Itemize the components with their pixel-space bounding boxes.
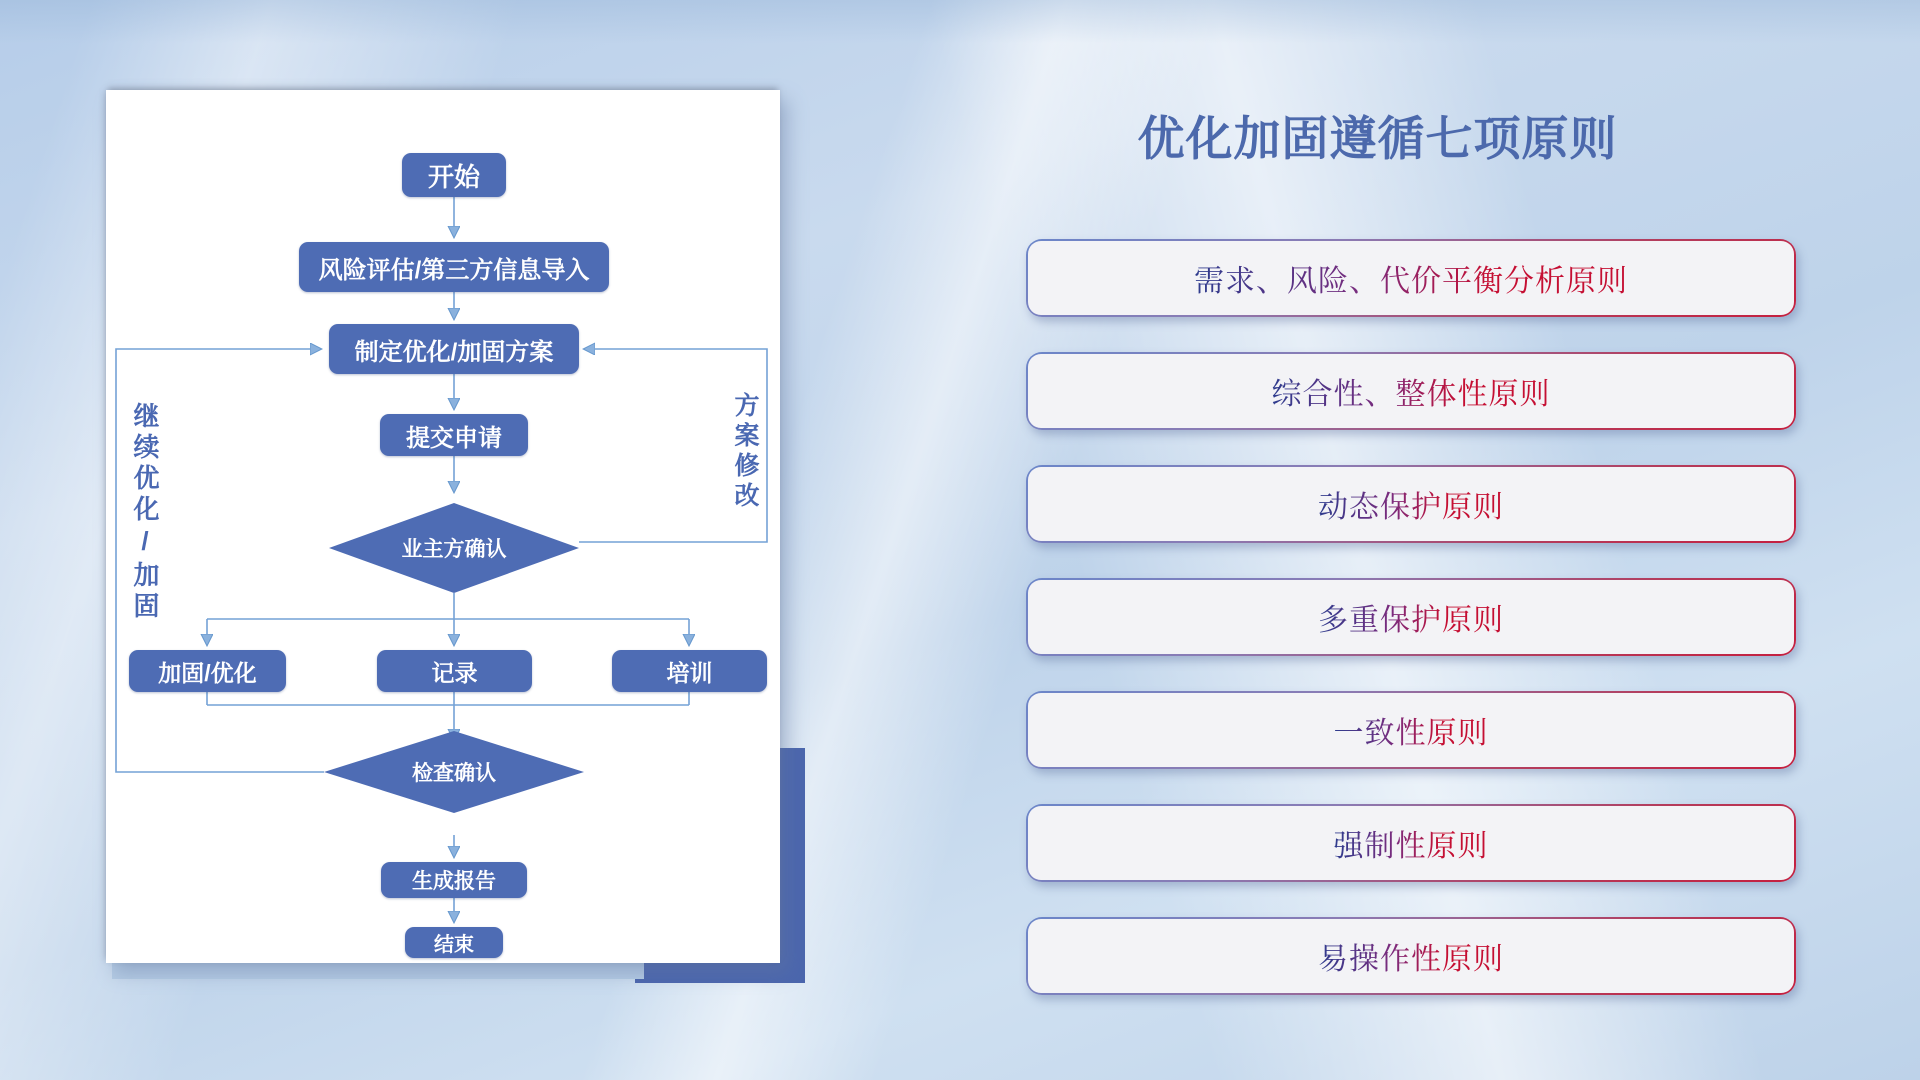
flow-node-risk-import: 风险评估/第三方信息导入: [299, 242, 609, 292]
principle-box-surface: [1028, 354, 1794, 428]
principle-label: 一致性原则: [1334, 708, 1489, 752]
principle-label: 需求、风险、代价平衡分析原则: [1194, 256, 1628, 300]
flow-node-submit: 提交申请: [380, 414, 528, 456]
flow-node-start: 开始: [402, 153, 506, 197]
flow-node-end: 结束: [405, 927, 503, 958]
principle-box-surface: [1028, 467, 1794, 541]
flow-decision-check-confirm: [324, 731, 584, 813]
principle-box-3: [1026, 465, 1796, 543]
principle-box-surface: [1028, 241, 1794, 315]
principle-box-7: [1026, 917, 1796, 995]
principle-box-surface: [1028, 806, 1794, 880]
principle-box-surface: [1028, 580, 1794, 654]
page-title: 优化加固遵循七项原则: [1137, 112, 1618, 165]
flow-decision-check-confirm-label: 检查确认: [412, 762, 496, 785]
principle-label: 易操作性原则: [1318, 934, 1504, 978]
principle-box-surface: [1028, 693, 1794, 767]
flow-node-training: 培训: [612, 650, 767, 692]
principle-label: 综合性、整体性原则: [1272, 369, 1551, 413]
principle-box-1: [1026, 239, 1796, 317]
flow-node-harden: 加固/优化: [129, 650, 286, 692]
flow-node-report: 生成报告: [381, 862, 527, 898]
loop-label-plan-revision: 方案修改: [731, 392, 759, 512]
principle-box-5: [1026, 691, 1796, 769]
principle-box-6: [1026, 804, 1796, 882]
loop-label-continue-optimize: 继续优化/加固: [130, 402, 160, 623]
principle-label: 动态保护原则: [1318, 482, 1504, 526]
principle-label: 强制性原则: [1334, 821, 1489, 865]
flow-decision-owner-confirm: [329, 503, 579, 593]
principle-label: 多重保护原则: [1318, 595, 1504, 639]
principle-box-2: [1026, 352, 1796, 430]
principle-box-4: [1026, 578, 1796, 656]
principle-box-surface: [1028, 919, 1794, 993]
flow-node-make-plan: 制定优化/加固方案: [329, 324, 579, 374]
flow-node-record: 记录: [377, 650, 532, 692]
flow-decision-owner-confirm-label: 业主方确认: [401, 538, 507, 561]
card-shadow-band: [112, 961, 644, 979]
flowchart-card: [106, 90, 780, 963]
